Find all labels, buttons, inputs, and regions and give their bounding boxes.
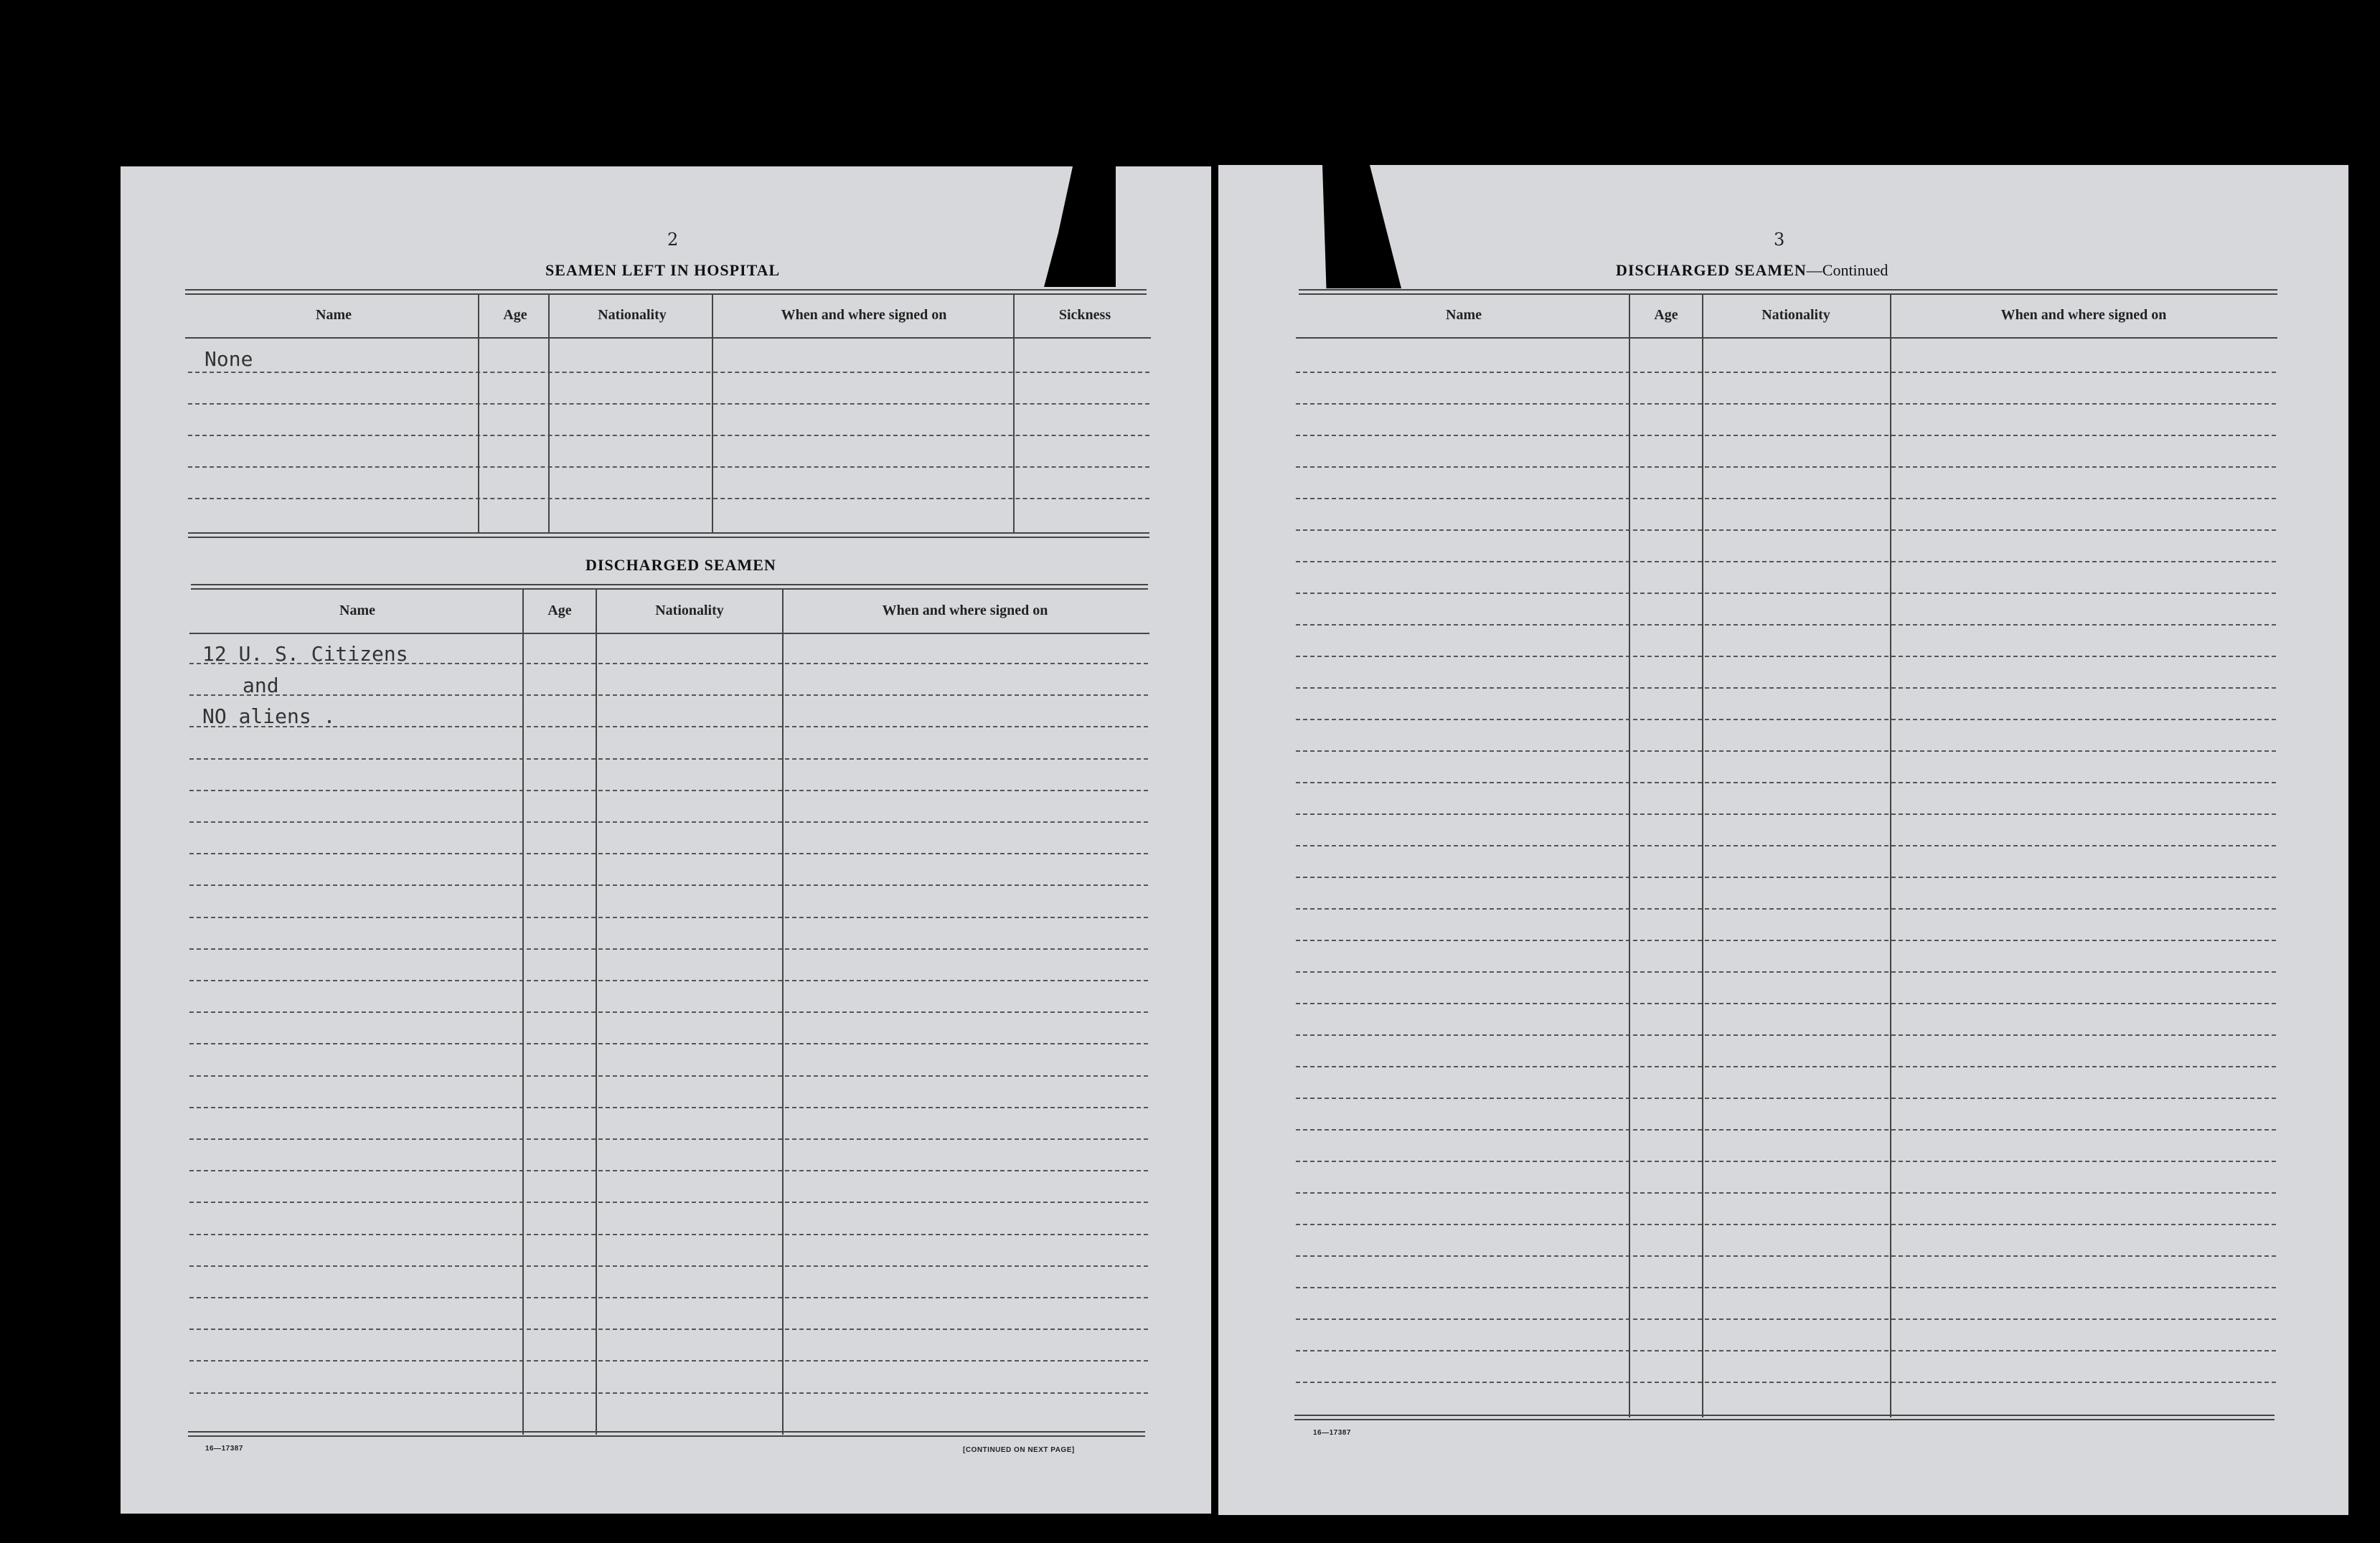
- right-ruled-line: [1296, 1255, 2276, 1257]
- hospital-col-signed-on: When and where signed on: [781, 307, 947, 323]
- discharged-ruled-line: [189, 1392, 1148, 1394]
- right-ruled-line: [1296, 1066, 2276, 1067]
- discharged-entry-aliens: NO aliens .: [202, 704, 336, 728]
- right-ruled-line: [1296, 656, 2276, 657]
- hospital-col-sickness: Sickness: [1058, 307, 1111, 323]
- discharged-col-signed-on: When and where signed on: [882, 603, 1048, 618]
- right-ruled-line: [1296, 750, 2276, 752]
- discharged-col-name: Name: [339, 603, 375, 618]
- right-ruled-line: [1296, 1287, 2276, 1288]
- right-ruled-line: [1296, 1129, 2276, 1131]
- right-page: [1218, 165, 2348, 1515]
- right-ruled-line: [1296, 624, 2276, 626]
- discharged-col-nationality: Nationality: [655, 603, 724, 618]
- form-number-left: 16—17387: [205, 1445, 243, 1453]
- right-ruled-line: [1296, 1382, 2276, 1383]
- discharged-ruled-line: [189, 980, 1148, 981]
- right-ruled-line: [1296, 782, 2276, 783]
- discharged-ruled-line: [189, 917, 1148, 918]
- right-ruled-line: [1296, 372, 2276, 373]
- discharged-ruled-line: [189, 694, 1148, 696]
- left-page: [121, 166, 1211, 1514]
- right-col-signed-on: When and where signed on: [2000, 307, 2167, 323]
- right-ruled-line: [1296, 403, 2276, 405]
- right-ruled-line: [1296, 1192, 2276, 1194]
- right-ruled-line: [1296, 877, 2276, 878]
- hospital-section-title: SEAMEN LEFT IN HOSPITAL: [545, 261, 781, 279]
- discharged-ruled-line: [189, 1329, 1148, 1330]
- discharged-ruled-line: [189, 1075, 1148, 1077]
- page-number-left: 2: [667, 230, 679, 250]
- discharged-ruled-line: [189, 1202, 1148, 1203]
- right-ruled-line: [1296, 813, 2276, 815]
- discharged-section-title: DISCHARGED SEAMEN: [585, 556, 776, 574]
- right-ruled-line: [1296, 1034, 2276, 1036]
- right-ruled-line: [1296, 687, 2276, 689]
- right-ruled-line: [1296, 940, 2276, 941]
- discharged-ruled-line: [189, 1011, 1148, 1013]
- hospital-col-name: Name: [316, 307, 352, 323]
- discharged-ruled-line: [189, 884, 1148, 886]
- discharged-col-age: Age: [547, 603, 572, 618]
- right-ruled-line: [1296, 1350, 2276, 1351]
- right-ruled-line: [1296, 593, 2276, 594]
- discharged-ruled-line: [189, 1138, 1148, 1140]
- discharged-ruled-line: [189, 1360, 1148, 1362]
- right-ruled-line: [1296, 435, 2276, 436]
- right-ruled-line: [1296, 1224, 2276, 1225]
- discharged-ruled-line: [189, 853, 1148, 854]
- discharged-ruled-line: [189, 948, 1148, 950]
- right-col-name: Name: [1446, 307, 1482, 323]
- right-col-nationality: Nationality: [1762, 307, 1830, 323]
- hospital-ruled-line: [188, 403, 1149, 405]
- right-ruled-line: [1296, 1098, 2276, 1099]
- right-ruled-line: [1296, 908, 2276, 910]
- hospital-col-nationality: Nationality: [598, 307, 667, 323]
- discharged-ruled-line: [189, 821, 1148, 823]
- right-ruled-line: [1296, 498, 2276, 499]
- page-number-right: 3: [1774, 230, 1785, 250]
- hospital-ruled-line: [188, 435, 1149, 436]
- right-ruled-line: [1296, 1318, 2276, 1320]
- discharged-ruled-line: [189, 1043, 1148, 1044]
- discharged-ruled-line: [189, 1234, 1148, 1235]
- discharged-ruled-line: [189, 1265, 1148, 1267]
- right-section-title: DISCHARGED SEAMEN—Continued: [1616, 261, 1889, 279]
- right-ruled-line: [1296, 719, 2276, 720]
- hospital-ruled-line: [188, 498, 1149, 499]
- discharged-ruled-line: [189, 1107, 1148, 1108]
- right-ruled-line: [1296, 1161, 2276, 1162]
- right-ruled-line: [1296, 845, 2276, 846]
- hospital-ruled-line: [188, 372, 1149, 373]
- discharged-entry-and: and: [243, 674, 279, 697]
- continued-note: [CONTINUED ON NEXT PAGE]: [963, 1446, 1075, 1454]
- discharged-ruled-line: [189, 758, 1148, 760]
- hospital-entry-none: None: [204, 347, 253, 371]
- right-col-age: Age: [1654, 307, 1678, 323]
- discharged-ruled-line: [189, 790, 1148, 791]
- hospital-ruled-line: [188, 466, 1149, 468]
- right-ruled-line: [1296, 561, 2276, 562]
- discharged-ruled-line: [189, 1297, 1148, 1298]
- hospital-col-age: Age: [503, 307, 527, 323]
- discharged-entry-citizens: 12 U. S. Citizens: [202, 642, 408, 666]
- right-ruled-line: [1296, 466, 2276, 468]
- form-number-right: 16—17387: [1313, 1429, 1351, 1437]
- right-ruled-line: [1296, 529, 2276, 531]
- right-ruled-line: [1296, 971, 2276, 973]
- right-ruled-line: [1296, 1003, 2276, 1004]
- discharged-ruled-line: [189, 1170, 1148, 1171]
